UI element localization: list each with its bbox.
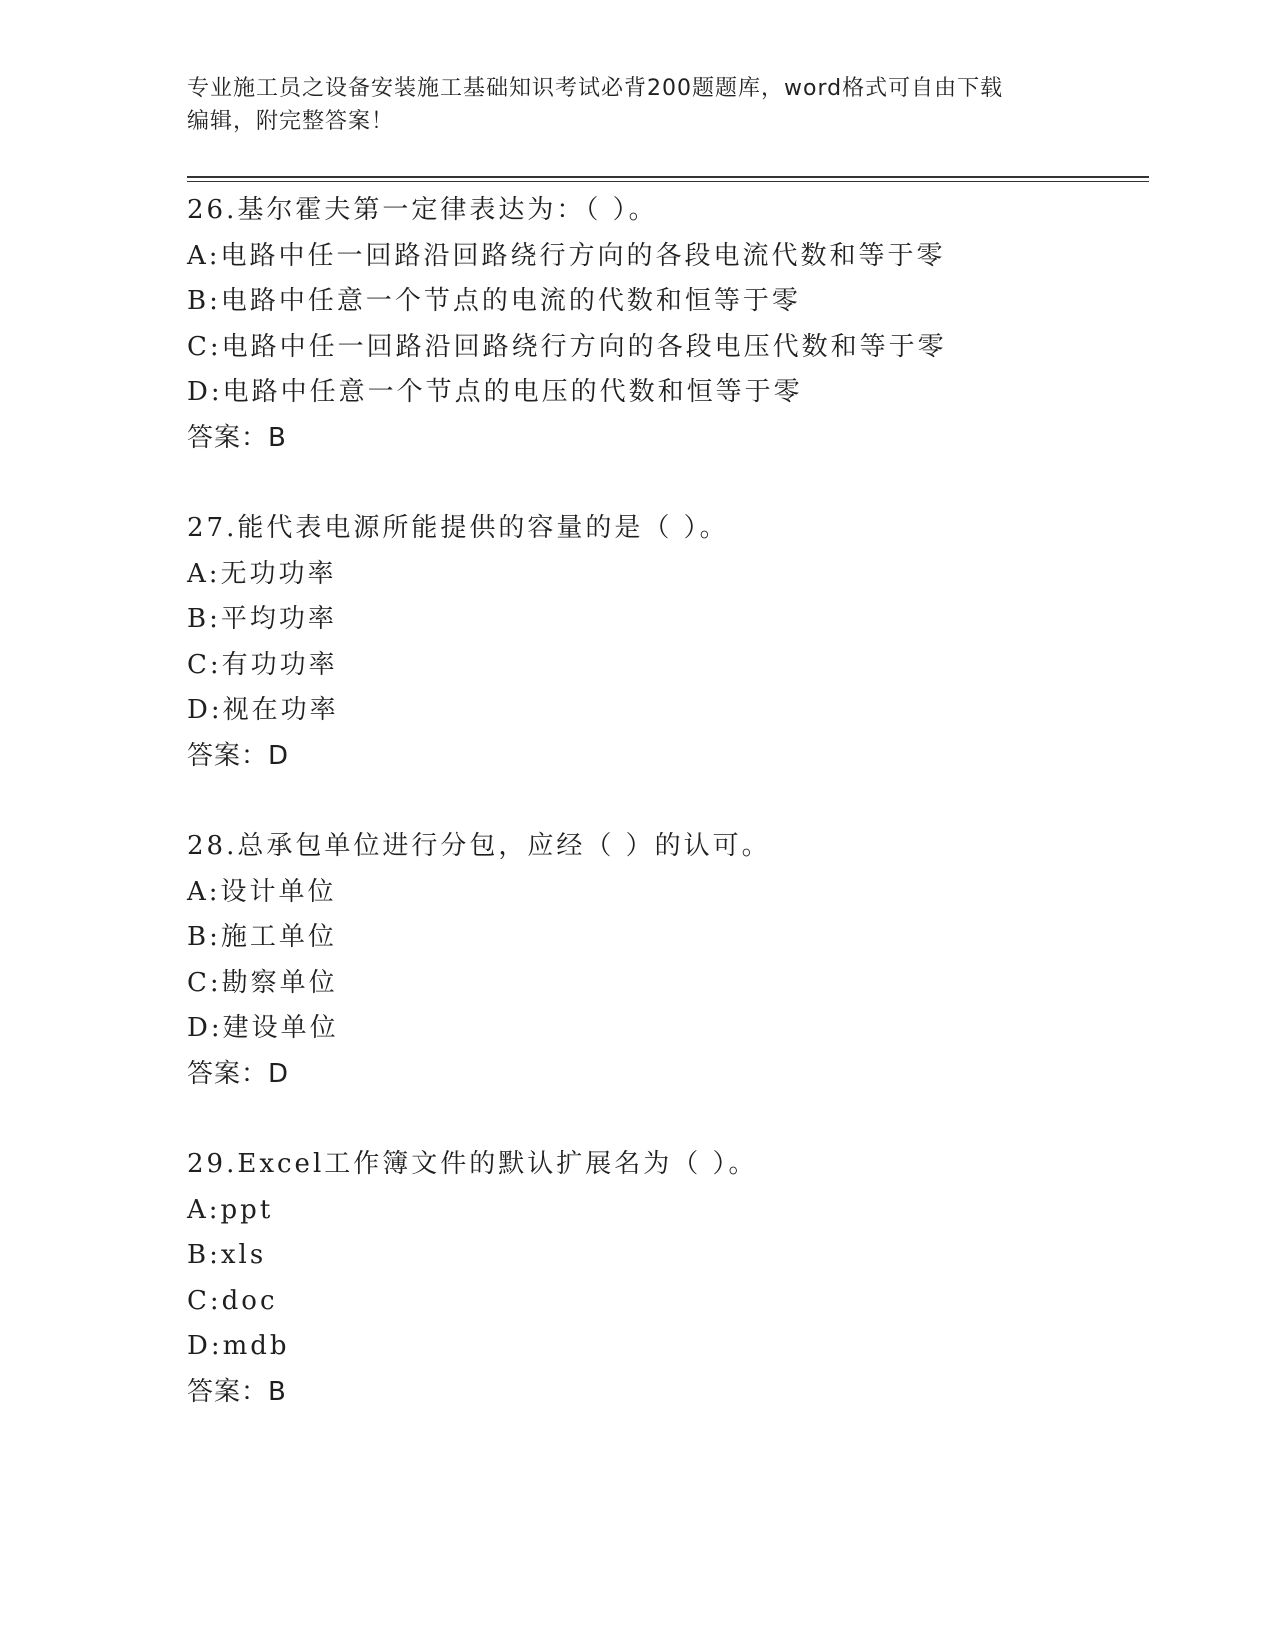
question-26: [187, 188, 1147, 461]
answer: 答案：D: [187, 1058, 290, 1089]
question-27: [187, 506, 1147, 779]
option-d: D:mdb: [187, 1331, 290, 1361]
option-a: A:电路中任一回路沿回路绕行方向的各段电流代数和等于零: [187, 240, 946, 271]
document-header: [187, 72, 1087, 138]
option-d: D:电路中任意一个节点的电压的代数和恒等于零: [187, 377, 803, 407]
answer: 答案：B: [187, 422, 287, 453]
answer: 答案：B: [187, 1376, 287, 1407]
option-d: D:视在功率: [187, 695, 339, 725]
question-29: [187, 1142, 1147, 1415]
header-divider-thin: [187, 181, 1149, 182]
option-a: A:设计单位: [187, 876, 337, 907]
option-b: B:电路中任意一个节点的电流的代数和恒等于零: [187, 286, 801, 316]
question-stem: 29.Excel工作簿文件的默认扩展名为（ ）。: [187, 1149, 758, 1179]
option-b: B:xls: [187, 1240, 267, 1270]
header-divider-thick: [187, 176, 1149, 178]
option-a: A:ppt: [187, 1194, 274, 1225]
option-a: A:无功功率: [187, 558, 337, 589]
question-stem: 28.总承包单位进行分包，应经（ ）的认可。: [187, 831, 771, 861]
question-stem: 26.基尔霍夫第一定律表达为：（ ）。: [187, 195, 658, 225]
question-28: [187, 824, 1147, 1097]
answer: 答案：D: [187, 740, 290, 771]
header-line-2: 编辑，附完整答案！: [187, 109, 395, 134]
question-stem: 27.能代表电源所能提供的容量的是（ ）。: [187, 513, 729, 543]
option-c: C:勘察单位: [187, 967, 338, 998]
option-b: B:施工单位: [187, 922, 337, 952]
option-c: C:有功功率: [187, 649, 338, 680]
header-line-1: 专业施工员之设备安装施工基础知识考试必背200题题库，word格式可自由下载: [187, 76, 1004, 101]
option-c: C:电路中任一回路沿回路绕行方向的各段电压代数和等于零: [187, 331, 947, 362]
option-d: D:建设单位: [187, 1013, 339, 1043]
option-c: C:doc: [187, 1285, 278, 1316]
question-list: [187, 188, 1147, 1460]
option-b: B:平均功率: [187, 604, 337, 634]
